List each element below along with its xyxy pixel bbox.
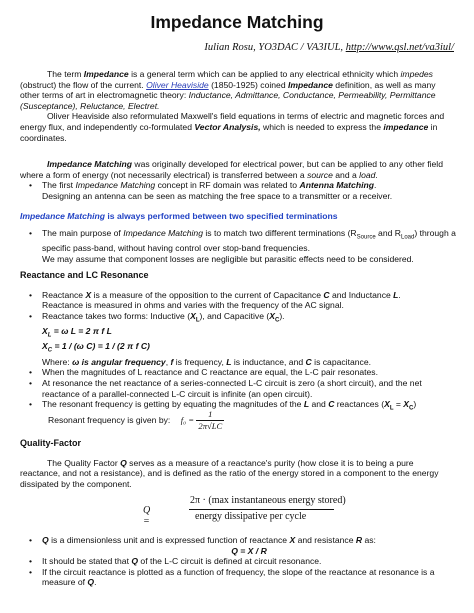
list-item: • When the magnitudes of L reactance and C reactance are equal, the L-C pair resonates. [29,367,378,378]
intro-paragraph-1: The term Impedance is a general term which can be applied to any electrical ethnicity which impedes (obstruct) the flow of the current. Oliver Heaviside (1850-1925) coined Impedance definition, as well as many other terms of art in electromagnetic theory: Inductance, Admittance, Conductance, Permeability, Permittance (Susceptance), Reluctance, Electret. [20,69,436,111]
quality-factor-paragraph: The Quality Factor Q serves as a measure of a reactance's purity (how close it is to being a pure reactance, and not a resistance), and is defined as the ratio of the energy stored in a component to the energy dissipated by the component. [20,457,439,489]
author-line [204,41,454,54]
intro-section [20,69,456,143]
intro-paragraph-2: Oliver Heaviside also reformulated Maxwell's field equations in terms of electric and magnetic forces and energy flux, and independently co-formulated Vector Analysis, which is needed to express the impedance in coordinates. [20,111,445,143]
list-item: • It should be stated that Q of the L-C circuit is defined at circuit resonance. [29,556,322,567]
reactance-bullet-list [20,290,456,415]
q-numerator: 2π · (max instantaneous energy stored) [190,495,346,506]
section-heading-quality-factor: Quality-Factor [20,438,82,448]
q-bullet-list [20,535,456,588]
section-heading-reactance: Reactance and LC Resonance [20,270,149,280]
paragraph-text: Impedance Matching was originally developed for electrical power, but can be applied to any other field where a form of energy (not necessarily electrical) is transferred between a source and a load. [20,159,443,180]
list-item: • Reactance takes two forms: Inductive $(X_L)$, and Capacitive $(X_C)$. $X_L = \omega$ L = 2 π f L $X_C = 1 / (\omega$ C) = 1 / (2 π f C) Where: ω is angular frequency, f is frequency, L is inductance, and C is capacitance. [29,310,371,367]
resonant-frequency-formula [48,409,348,432]
purpose-bullet-list [20,228,456,265]
quality-factor-bullets [20,535,456,588]
oliver-heaviside-link[interactable]: Oliver Heaviside [146,79,209,90]
list-item: • The first Impedance Matching concept in RF domain was related to Antenna Matching. Designing an antenna can be seen as matching the free space to a transmitter or a receiver. [29,180,393,201]
impedance-matching-paragraph [20,159,456,201]
q-denominator: energy dissipative per cycle [195,511,307,522]
list-item: • At resonance the net reactance of a series-connected L-C circuit is zero (a short circuit), and the net reactance of a parallel-connected L-C circuit is infinite (an open circuit). [29,377,422,399]
antenna-bullet-list [20,180,456,201]
f0-symbol: f₀ = [180,414,195,425]
purpose-section [20,228,456,265]
q-lhs: Q = [143,505,151,527]
reactance-section [20,270,456,414]
page-title: Impedance Matching [150,12,324,32]
list-item: • Q is a dimensionless unit and is expressed function of reactance X and resistance R as: Q = X / R [29,535,376,556]
list-item: • The main purpose of Impedance Matching is to match two different terminations ($R_{Source}$ and $R_{Load}$) through a specific pass-band, without having control over stop-band frequencies. We may assume that component losses are negligible but parasitic effects need to be considered. [29,228,456,264]
list-item: • If the circuit reactance is plotted as a function of frequency, the slope of the reactance at resonance is a measure of Q. [29,566,435,588]
author-url-link[interactable]: http://www.qsl.net/va3iul/ [345,42,454,53]
list-item: • The resonant frequency is getting by equating the magnitudes of the L and C reactances $(X_L = X_C)$ [29,399,417,412]
bullet-glyph: • [29,180,33,191]
resonant-label: Resonant frequency is given by: [48,414,171,425]
author-name: Iulian Rosu, YO3DAC / VA3IUL, [204,42,346,53]
f0-fraction: $\frac{1}{2\pi√LC}$ [198,409,223,431]
quality-factor-section [20,438,456,489]
blue-heading: Impedance Matching is always performed between two specified terminations [20,211,338,221]
list-item: • Reactance X is a measure of the opposition to the current of Capacitance C and Inductance L. Reactance is measured in ohms and varies with the frequency of the AC signal. [29,289,401,311]
fraction-bar [189,509,334,510]
